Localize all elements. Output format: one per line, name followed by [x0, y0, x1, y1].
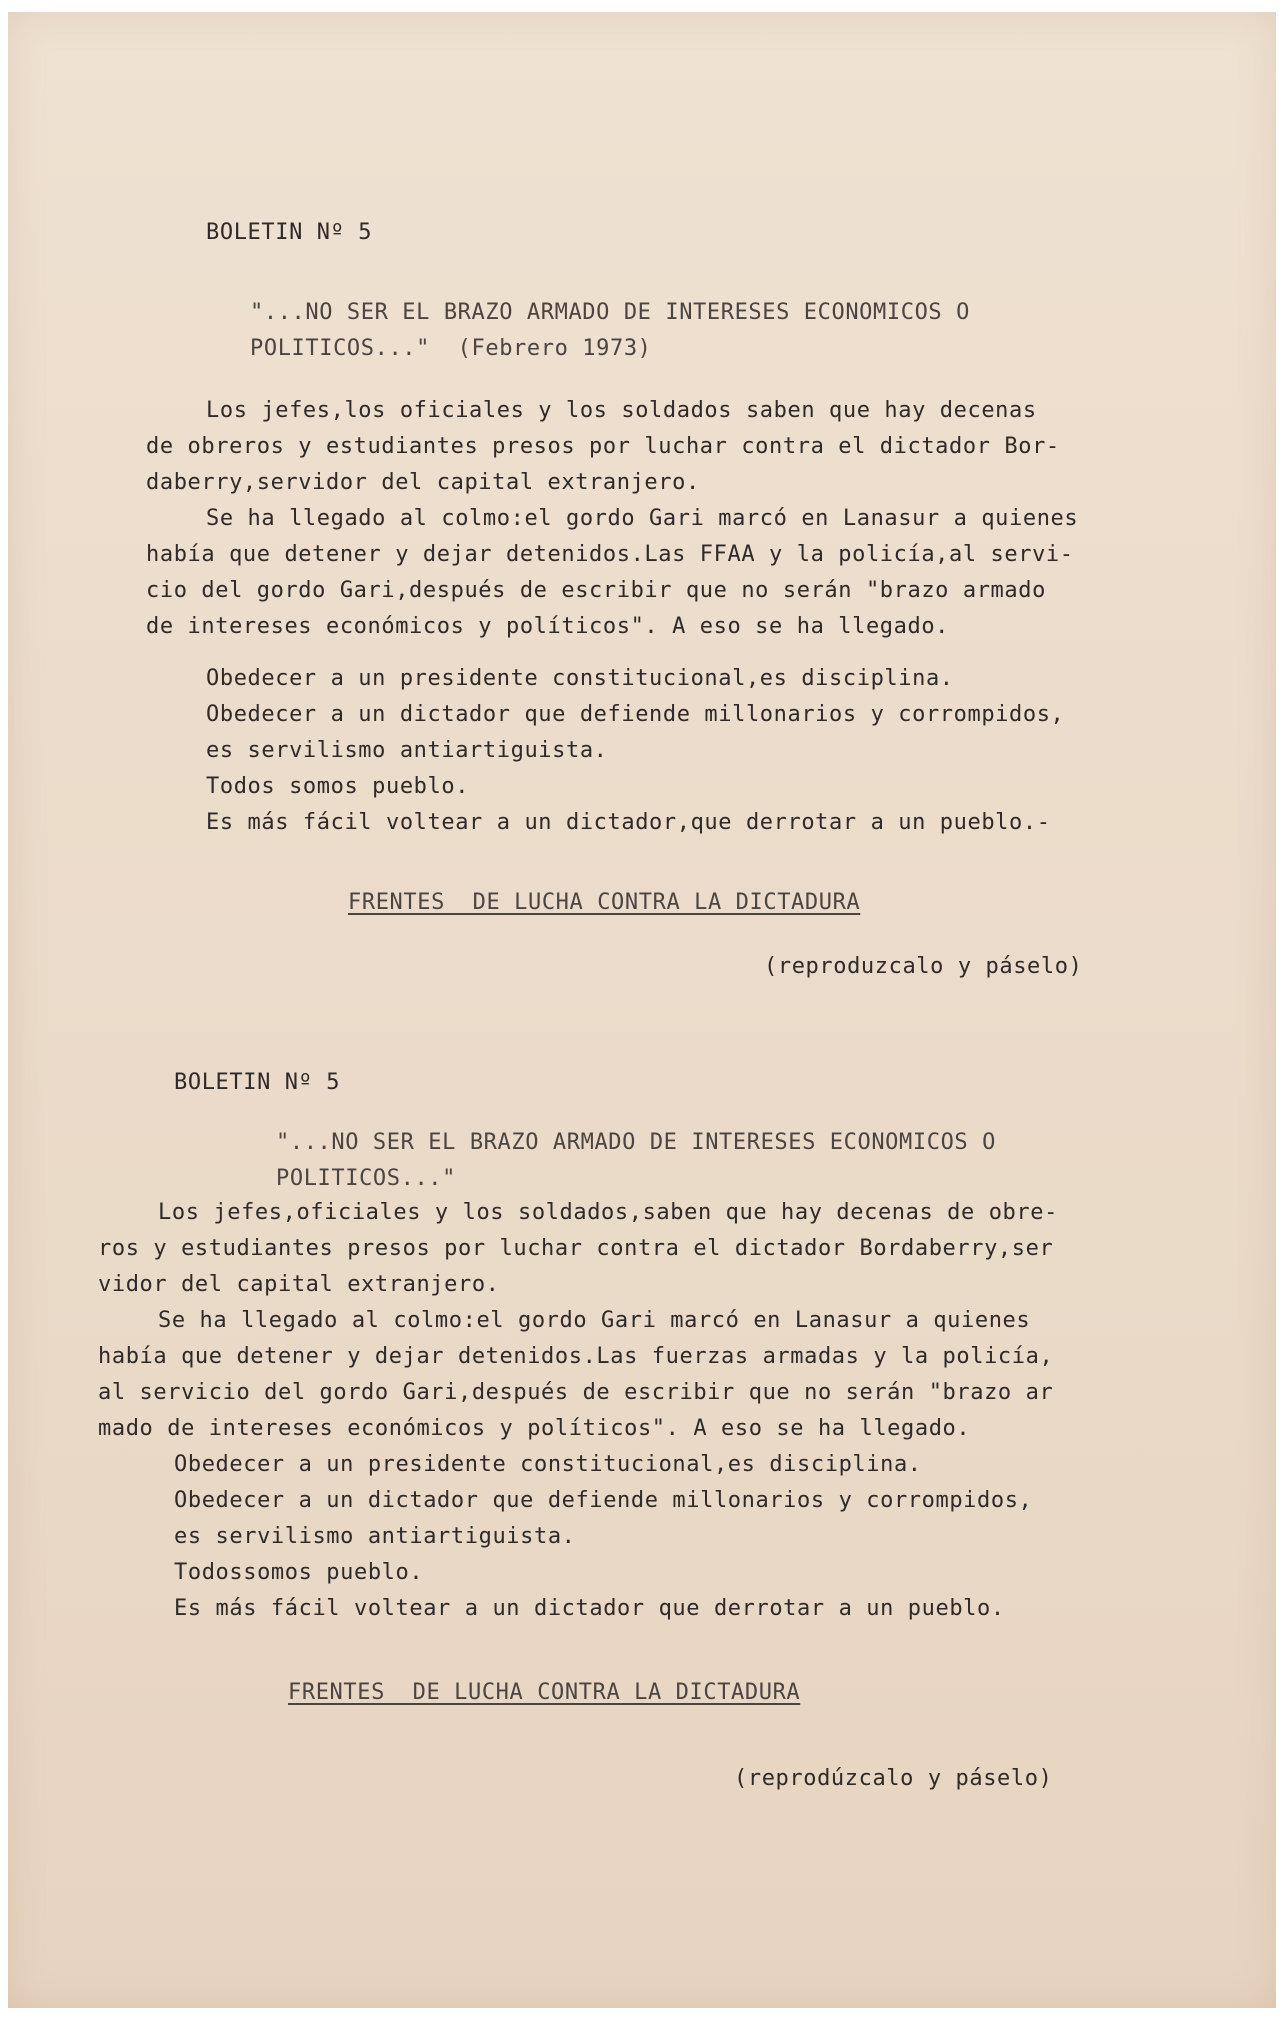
- boletin-1-footer: FRENTES DE LUCHA CONTRA LA DICTADURA: [348, 890, 861, 915]
- boletin-2-footer: FRENTES DE LUCHA CONTRA LA DICTADURA: [288, 1680, 801, 1705]
- boletin-2-quote-line-2: POLITICOS...": [276, 1166, 456, 1191]
- boletin-2-text-line: al servicio del gordo Gari,después de escribir que no serán "brazo ar: [98, 1380, 1054, 1405]
- boletin-1-text-line: Es más fácil voltear a un dictador,que derrotar a un pueblo.-: [206, 810, 1051, 835]
- boletin-1-note: (reproduzcalo y páselo): [764, 954, 1083, 979]
- boletin-2-text-line: es servilismo antiartiguista.: [174, 1524, 576, 1549]
- boletin-1-heading: BOLETIN Nº 5: [206, 220, 373, 245]
- boletin-1-text-line: cio del gordo Gari,después de escribir que no serán "brazo armado: [146, 578, 1046, 603]
- boletin-1-text-line: daberry,servidor del capital extranjero.: [146, 470, 700, 495]
- boletin-2-heading: BOLETIN Nº 5: [174, 1070, 341, 1095]
- boletin-1-text-line: Todos somos pueblo.: [206, 774, 470, 799]
- boletin-2-text-line: ros y estudiantes presos por luchar contra el dictador Bordaberry,ser: [98, 1236, 1054, 1261]
- boletin-2-text-line: mado de intereses económicos y políticos". A eso se ha llegado.: [98, 1416, 971, 1441]
- boletin-1-text-line: había que detener y dejar detenidos.Las FFAA y la policía,al servi-: [146, 542, 1074, 567]
- boletin-2-quote-line-1: "...NO SER EL BRAZO ARMADO DE INTERESES ECONOMICOS O: [276, 1130, 996, 1155]
- boletin-2-text-line: Es más fácil voltear a un dictador que derrotar a un pueblo.: [174, 1596, 1005, 1621]
- boletin-1-text-line: Se ha llegado al colmo:el gordo Gari marcó en Lanasur a quienes: [206, 506, 1079, 531]
- boletin-1-quote-line-2: POLITICOS..." (Febrero 1973): [250, 336, 652, 361]
- boletin-2-text-line: Obedecer a un dictador que defiende millonarios y corrompidos,: [174, 1488, 1033, 1513]
- boletin-2-text-line: Todossomos pueblo.: [174, 1560, 424, 1585]
- boletin-2-text-line: Obedecer a un presidente constitucional,es disciplina.: [174, 1452, 922, 1477]
- boletin-2-text-line: Se ha llegado al colmo:el gordo Gari marcó en Lanasur a quienes: [158, 1308, 1031, 1333]
- boletin-1-text-line: Los jefes,los oficiales y los soldados saben que hay decenas: [206, 398, 1037, 423]
- boletin-1-quote-line-1: "...NO SER EL BRAZO ARMADO DE INTERESES ECONOMICOS O: [250, 300, 970, 325]
- boletin-2-text-line: Los jefes,oficiales y los soldados,saben que hay decenas de obre-: [158, 1200, 1058, 1225]
- boletin-1-text-line: Obedecer a un presidente constitucional,es disciplina.: [206, 666, 954, 691]
- boletin-1-text-line: de obreros y estudiantes presos por luchar contra el dictador Bor-: [146, 434, 1060, 459]
- paper-sheet: [8, 12, 1276, 2008]
- boletin-1-text-line: Obedecer a un dictador que defiende millonarios y corrompidos,: [206, 702, 1065, 727]
- boletin-1-text-line: es servilismo antiartiguista.: [206, 738, 608, 763]
- boletin-2-text-line: había que detener y dejar detenidos.Las fuerzas armadas y la policía,: [98, 1344, 1054, 1369]
- boletin-2-note: (reprodúzcalo y páselo): [734, 1766, 1053, 1791]
- boletin-2-text-line: vidor del capital extranjero.: [98, 1272, 500, 1297]
- boletin-1-text-line: de intereses económicos y políticos". A eso se ha llegado.: [146, 614, 950, 639]
